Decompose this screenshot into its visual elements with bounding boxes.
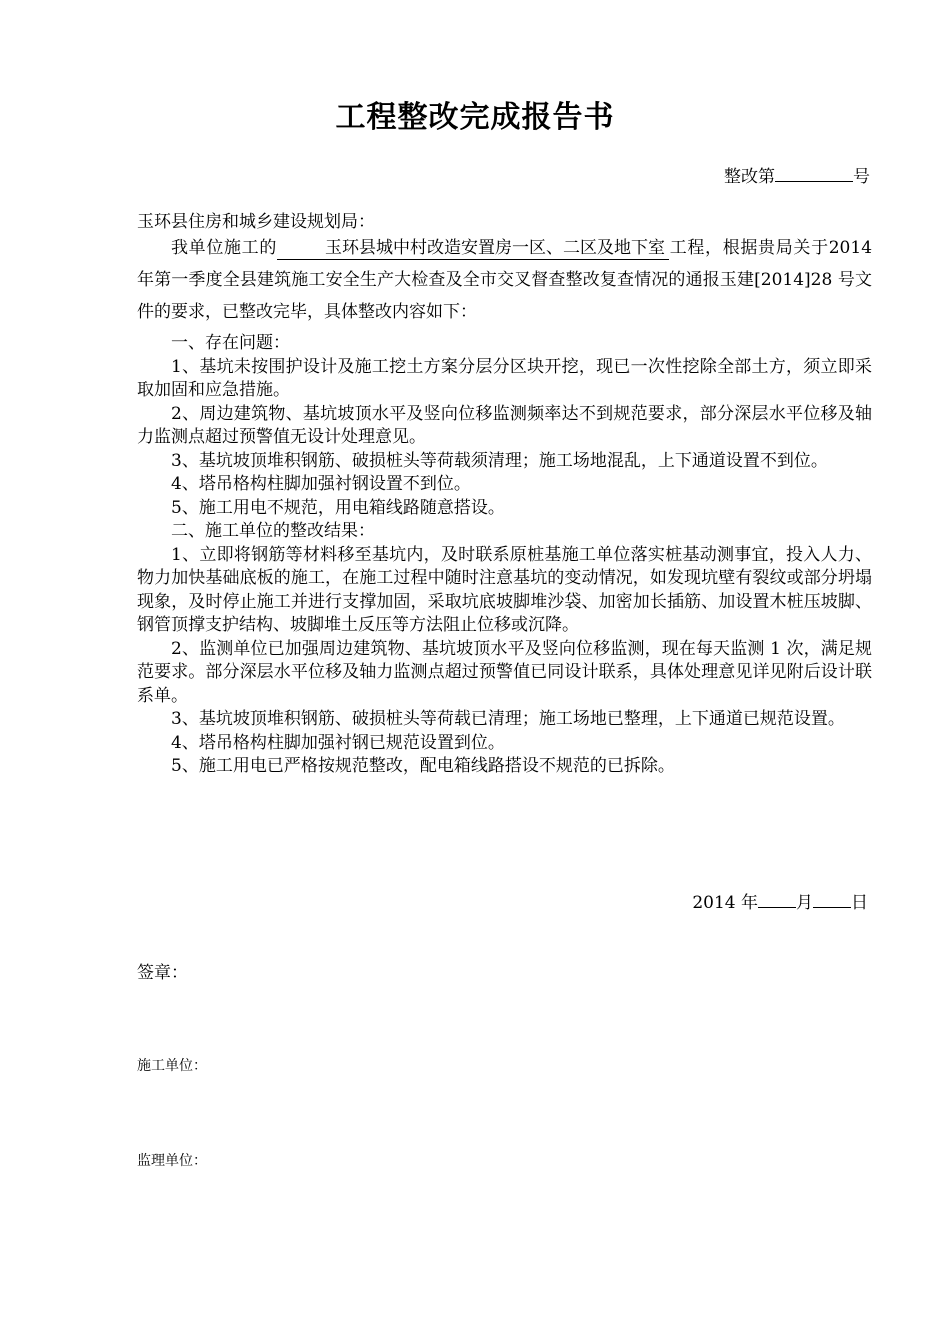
number-blank	[775, 163, 853, 182]
number-suffix: 号	[853, 167, 870, 187]
number-prefix: 整改第	[724, 167, 775, 187]
result-item: 1、立即将钢筋等材料移至基坑内，及时联系原桩基施工单位落实桩基动测事宜，投入人力、物力加快基础底板的施工，在施工过程中随时注意基坑的变动情况，如发现坑壁有裂纹或部分坍塌现象，及时停止施工并进行支撑加固，采取坑底坡脚堆沙袋、加密加长插筋、加设置木桩压坡脚、钢管顶撑支护结构、坡脚堆土反压等方法阻止位移或沉降。	[137, 544, 872, 635]
report-body	[137, 232, 872, 779]
issues-heading: 一、存在问题：	[171, 333, 290, 353]
supervision-unit-label: 监理单位：	[137, 1153, 207, 1169]
rectification-number-line	[724, 162, 870, 187]
stamp-label: 签章：	[137, 963, 188, 983]
project-name: 玉环县城中村改造安置房一区、二区及地下室	[277, 237, 669, 260]
addressee: 玉环县住房和城乡建设规划局：	[137, 212, 375, 232]
day-blank	[813, 889, 851, 908]
date-year: 2014 年	[692, 893, 758, 913]
result-item: 3、基坑坡顶堆积钢筋、破损桩头等荷载已清理；施工场地已整理，上下通道已规范设置。	[171, 709, 845, 729]
date-month: 月	[796, 893, 813, 913]
document-title: 工程整改完成报告书	[335, 100, 615, 135]
issue-item: 2、周边建筑物、基坑坡顶水平及竖向位移监测频率达不到规范要求，部分深层水平位移及轴力监测点超过预警值无设计处理意见。	[137, 403, 872, 447]
result-item: 5、施工用电已严格按规范整改，配电箱线路搭设不规范的已拆除。	[171, 756, 675, 776]
date-day: 日	[851, 893, 868, 913]
result-item: 4、塔吊格构柱脚加强衬钢已规范设置到位。	[171, 732, 505, 753]
issue-item: 4、塔吊格构柱脚加强衬钢设置不到位。	[171, 474, 471, 494]
intro-after: 工程，根据贵局关于2014 年第一季度全县建筑施工安全生产大检查及全市交叉督查整改复查情况的通报玉建[2014]28 号文件的要求，已整改完毕，具体整改内容如下：	[137, 238, 873, 322]
intro-before: 我单位施工的	[171, 238, 278, 258]
issue-item: 1、基坑未按围护设计及施工挖土方案分层分区块开挖，现已一次性挖除全部土方，须立即采取加固和应急措施。	[137, 356, 872, 400]
date-line	[692, 888, 868, 913]
construction-unit-label: 施工单位：	[137, 1058, 207, 1074]
issue-item: 3、基坑坡顶堆积钢筋、破损桩头等荷载须清理；施工场地混乱，上下通道设置不到位。	[171, 450, 828, 471]
month-blank	[758, 889, 796, 908]
results-heading: 二、施工单位的整改结果：	[171, 521, 375, 541]
issues-section	[137, 332, 872, 779]
intro-paragraph	[137, 232, 872, 328]
issue-item: 5、施工用电不规范，用电箱线路随意搭设。	[171, 497, 505, 518]
result-item: 2、监测单位已加强周边建筑物、基坑坡顶水平及竖向位移监测，现在每天监测 1 次，满足规范要求。部分深层水平位移及轴力监测点超过预警值已同设计联系，具体处理意见详见附后设计联系单。	[137, 638, 872, 706]
